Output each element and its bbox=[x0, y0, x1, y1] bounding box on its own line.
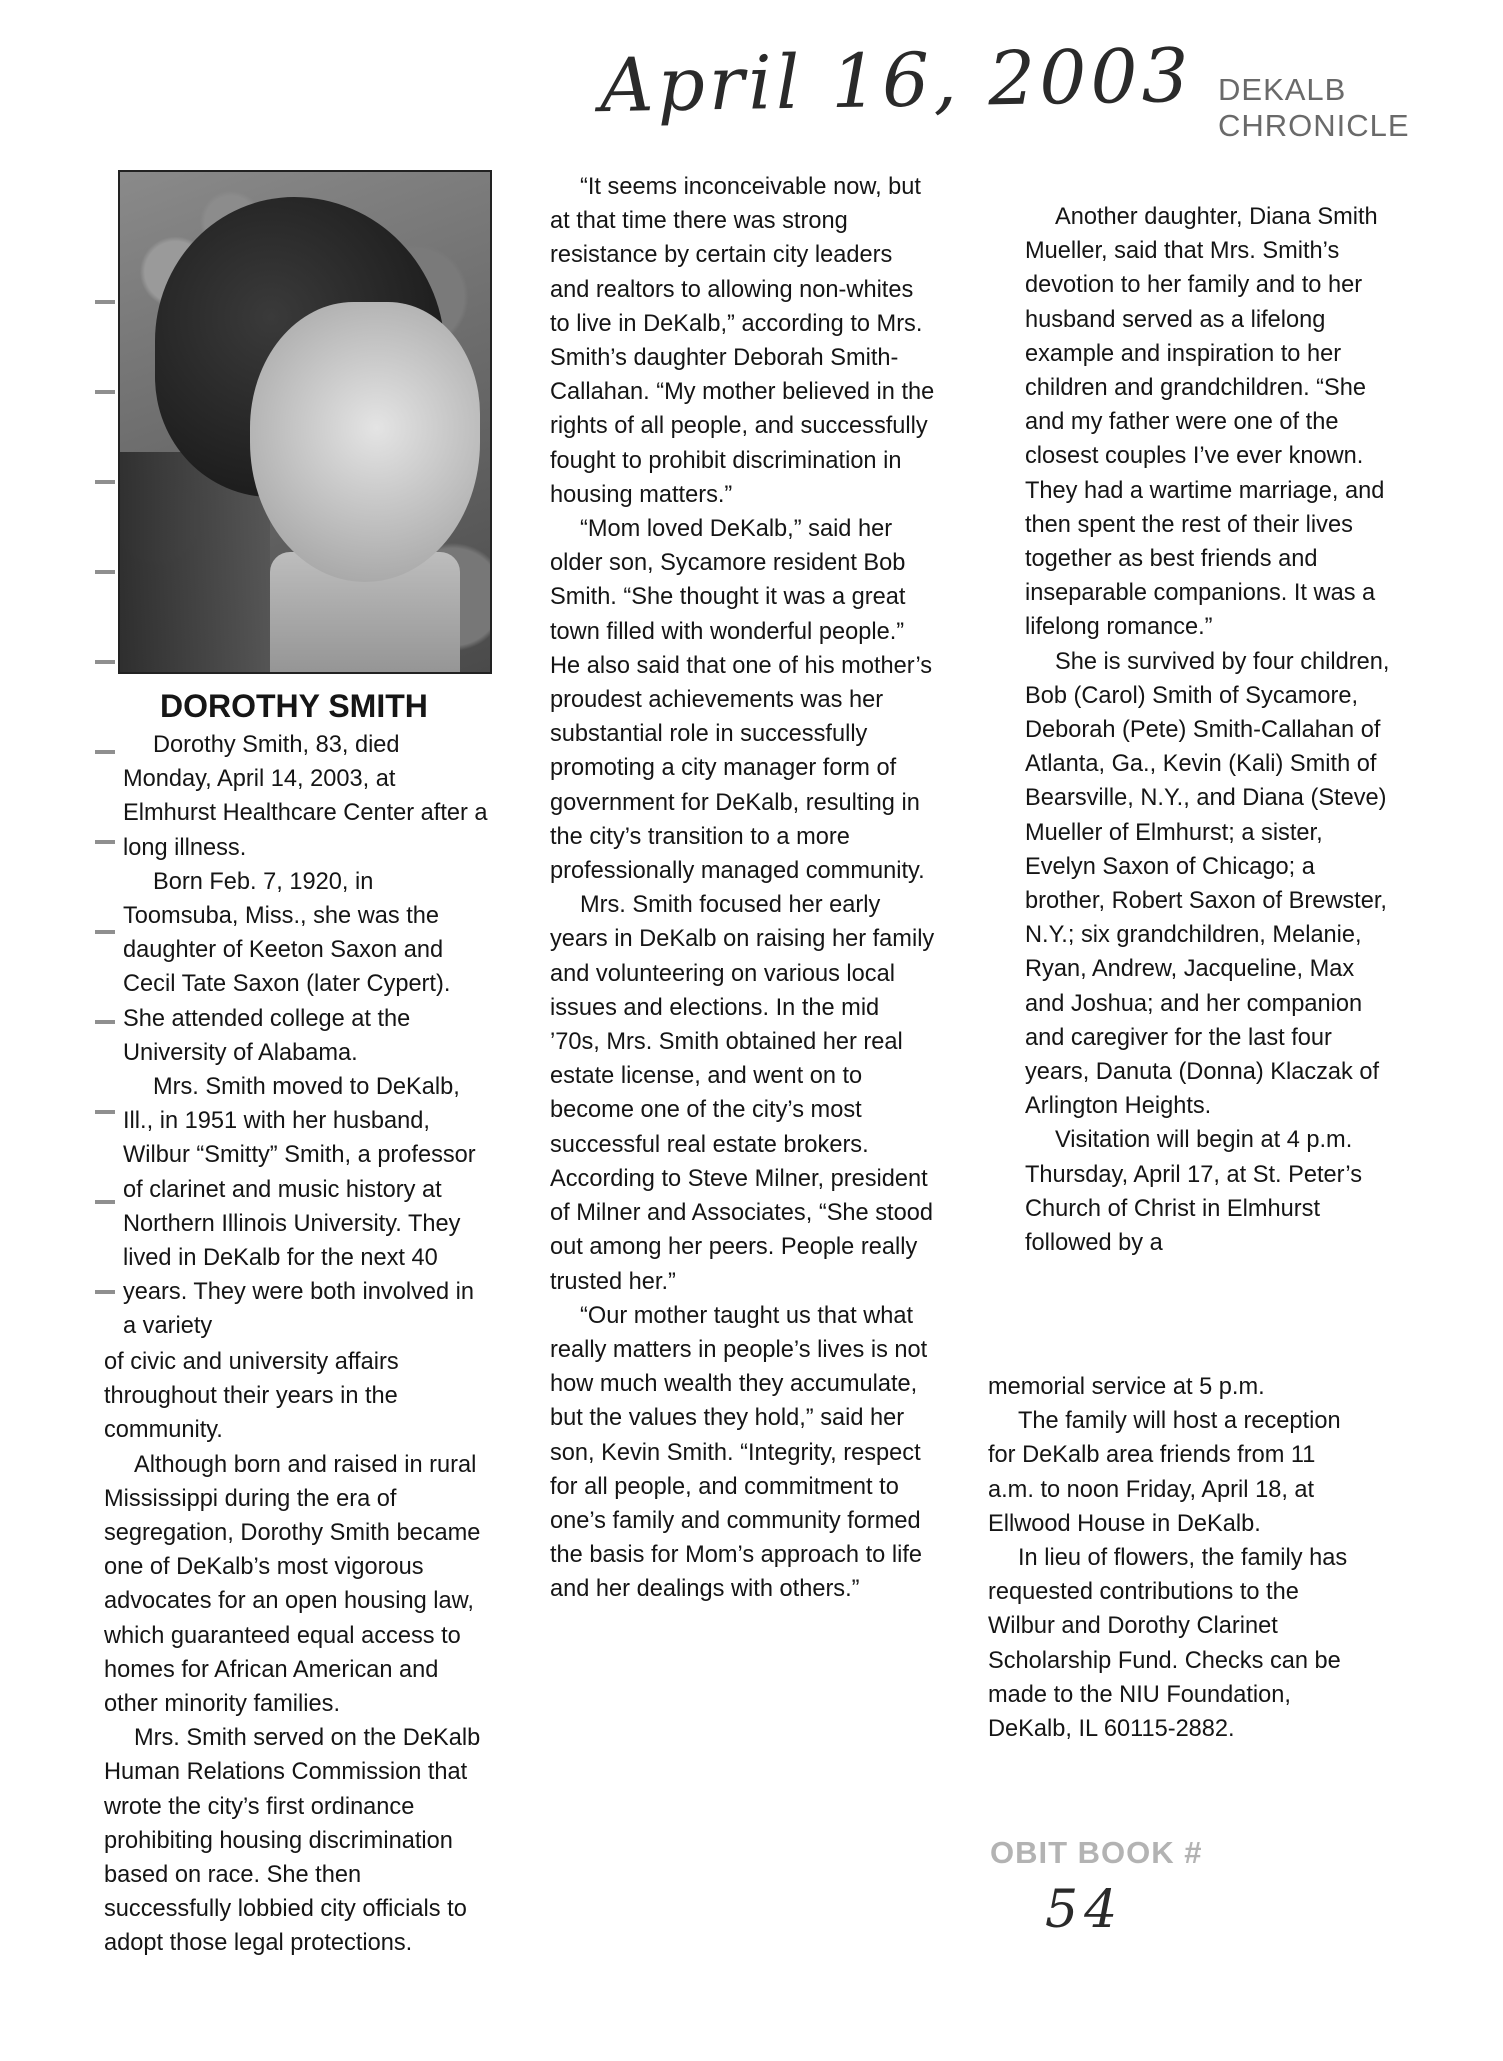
paragraph: “Our mother taught us that what really matters in people’s lives is not how much wealth they accumulate, but the values they hold,” said her son, Kevin Smith. “Integrity, respect for all people, and commitment to one’s family and community formed the basis for Mom’s approach to life and her dealings with others.” bbox=[550, 1302, 928, 1603]
paragraph: Born Feb. 7, 1920, in Toomsuba, Miss., she was the daughter of Keeton Saxon and Cecil Tate Saxon (later Cypert). She attended college at the University of Alabama. bbox=[123, 868, 451, 1066]
photo-face bbox=[250, 302, 480, 582]
column-1-top bbox=[123, 728, 493, 1344]
paragraph: The family will host a reception for DeKalb area friends from 11 a.m. to noon Friday, April 18, at Ellwood House in DeKalb. bbox=[988, 1408, 1341, 1537]
newspaper-source: DEKALB CHRONICLE bbox=[1218, 72, 1410, 143]
paragraph: She is survived by four children, Bob (Carol) Smith of Sycamore, Deborah (Pete) Smith-Callahan of Atlanta, Ga., Kevin (Kali) Smith of Bearsville, N.Y., and Diana (Steve) Mueller of Elmhurst; a sister, Evelyn Saxon of Chicago; a brother, Robert Saxon of Brewster, N.Y.; six grandchildren, Melanie, Ryan, Andrew, Jacqueline, Max and Joshua; and her companion and caregiver for the last four years, Danuta (Donna) Klaczak of Arlington Heights. bbox=[1025, 648, 1390, 1120]
paragraph: Dorothy Smith, 83, died Monday, April 14, 2003, at Elmhurst Healthcare Center after a long illness. bbox=[123, 732, 488, 861]
handwritten-date: April 16, 2003 bbox=[599, 32, 1194, 130]
obit-book-stamp: OBIT BOOK # bbox=[990, 1835, 1203, 1870]
paragraph: Visitation will begin at 4 p.m. Thursday, April 17, at St. Peter’s Church of Christ in Elmhurst followed by a bbox=[1025, 1127, 1363, 1257]
paragraph: In lieu of flowers, the family has requested contributions to the Wilbur and Dorothy Clarinet Scholarship Fund. Checks can be made to the NIU Foundation, DeKalb, IL 60115-2882. bbox=[988, 1545, 1348, 1743]
scan-margin-marks bbox=[95, 260, 115, 1340]
column-3-bottom bbox=[988, 1370, 1358, 1746]
column-3-top bbox=[1025, 200, 1395, 1260]
paragraph: of civic and university affairs throughout their years in the community. bbox=[104, 1349, 399, 1444]
paragraph: Although born and raised in rural Mississippi during the era of segregation, Dorothy Smith became one of DeKalb’s most vigorous advocates for an open housing law, which guaranteed equal access to homes for African American and other minority families. bbox=[104, 1451, 481, 1718]
obituary-heading: DOROTHY SMITH bbox=[160, 688, 428, 724]
paragraph: memorial service at 5 p.m. bbox=[988, 1374, 1265, 1400]
paragraph: Mrs. Smith served on the DeKalb Human Relations Commission that wrote the city’s first ordinance prohibiting housing discrimination based on race. She then successfully lobbied city officials to adopt those legal protections. bbox=[104, 1725, 481, 1957]
paragraph: Mrs. Smith focused her early years in DeKalb on raising her family and volunteering on various local issues and elections. In the mid ’70s, Mrs. Smith obtained her real estate license, and went on to become one of the city’s most successful real estate brokers. According to Steve Milner, president of Milner and Associates, “She stood out among her peers. People really trusted her.” bbox=[550, 892, 935, 1295]
handwritten-page-number: 54 bbox=[1045, 1880, 1124, 1940]
paragraph: “It seems inconceivable now, but at that time there was strong resistance by certain city leaders and realtors to allowing non-whites to live in DeKalb,” according to Mrs. Smith’s daughter Deborah Smith-Callahan. “My mother believed in the rights of all people, and successfully fought to prohibit discrimination in housing matters.” bbox=[550, 174, 935, 508]
paragraph: Mrs. Smith moved to DeKalb, Ill., in 1951 with her husband, Wilbur “Smitty” Smith, a professor of clarinet and music history at Northern Illinois University. They lived in DeKalb for the next 40 years. They were both involved in a variety bbox=[123, 1074, 476, 1340]
column-2 bbox=[550, 170, 935, 1607]
column-1-bottom bbox=[104, 1345, 484, 1961]
portrait-photo bbox=[118, 170, 492, 674]
paragraph: “Mom loved DeKalb,” said her older son, Sycamore resident Bob Smith. “She thought it was a great town filled with wonderful people.” He also said that one of his mother’s proudest achievements was her substantial role in successfully promoting a city manager form of government for DeKalb, resulting in the city’s transition to a more professionally managed community. bbox=[550, 516, 933, 885]
paragraph: Another daughter, Diana Smith Mueller, said that Mrs. Smith’s devotion to her family and to her husband served as a lifelong example and inspiration to her children and grandchildren. “She and my father were one of the closest couples I’ve ever known. They had a wartime marriage, and then spent the rest of their lives together as best friends and inseparable companions. It was a lifelong romance.” bbox=[1025, 204, 1385, 641]
